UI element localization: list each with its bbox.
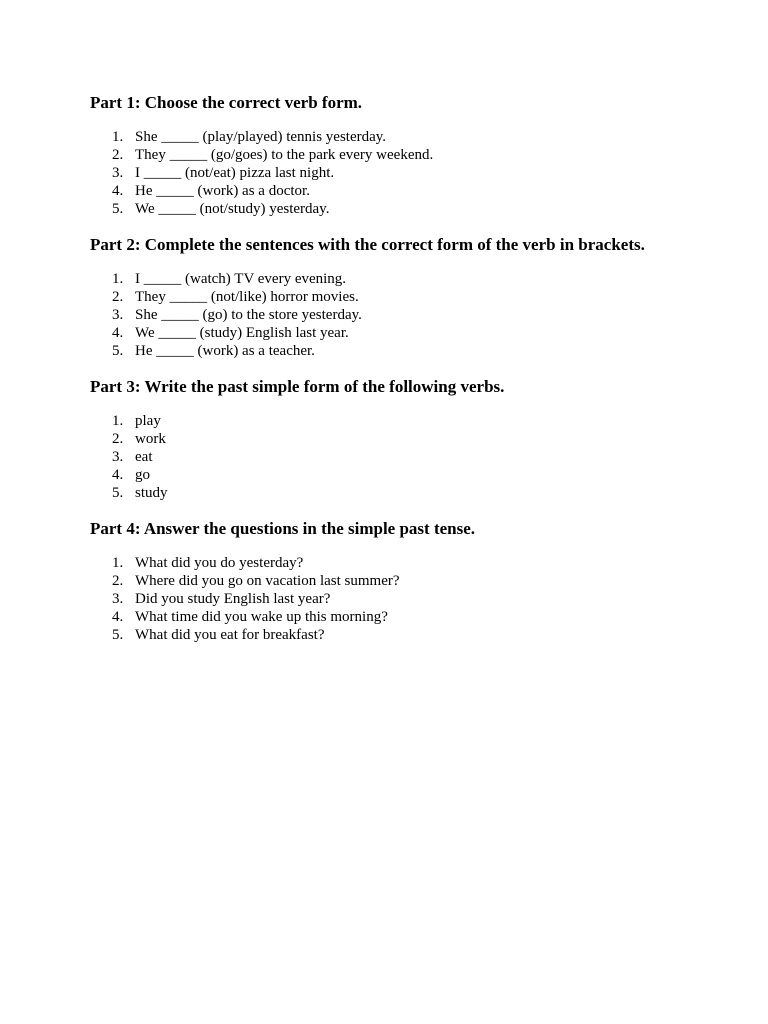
list-item [90,484,730,502]
item-number: 5. [112,485,124,501]
item-text: We _____ (not/study) yesterday. [135,201,330,217]
item-text: They _____ (not/like) horror movies. [135,289,359,305]
item-text: They _____ (go/goes) to the park every weekend. [135,147,434,163]
item-text: What did you do yesterday? [135,555,304,571]
list-item [90,164,730,182]
item-number: 3. [112,591,124,607]
part-1-list [90,128,730,218]
item-text: She _____ (play/played) tennis yesterday. [135,129,387,145]
item-text: She _____ (go) to the store yesterday. [135,307,362,323]
list-item [90,342,730,360]
part-3-section [90,376,730,502]
worksheet-page [90,92,730,660]
list-item [90,466,730,484]
item-number: 2. [112,289,124,305]
list-item [90,306,730,324]
item-text: What did you eat for breakfast? [135,627,325,643]
part-4-list [90,554,730,644]
item-number: 2. [112,431,124,447]
part-2-list [90,270,730,360]
item-text: Where did you go on vacation last summer? [135,573,400,589]
list-item [90,128,730,146]
item-number: 1. [112,413,124,429]
item-text: I _____ (not/eat) pizza last night. [135,165,335,181]
list-item [90,590,730,608]
item-number: 5. [112,343,124,359]
item-number: 4. [112,609,124,625]
item-number: 3. [112,449,124,465]
list-item [90,572,730,590]
item-text: We _____ (study) English last year. [135,325,349,341]
item-text: Did you study English last year? [135,591,331,607]
item-text: I _____ (watch) TV every evening. [135,271,347,287]
item-number: 2. [112,573,124,589]
item-text: eat [135,449,153,465]
part-2-heading: Part 2: Complete the sentences with the correct form of the verb in brackets. [90,235,645,254]
item-number: 4. [112,183,124,199]
part-1-heading: Part 1: Choose the correct verb form. [90,93,363,112]
item-text: work [135,431,166,447]
item-number: 2. [112,147,124,163]
list-item [90,182,730,200]
item-number: 4. [112,325,124,341]
list-item [90,430,730,448]
list-item [90,200,730,218]
list-item [90,608,730,626]
part-4-heading: Part 4: Answer the questions in the simple past tense. [90,519,476,538]
part-1-section [90,92,730,218]
list-item [90,270,730,288]
item-text: play [135,413,161,429]
item-text: study [135,485,168,501]
list-item [90,412,730,430]
list-item [90,146,730,164]
part-3-list [90,412,730,502]
list-item [90,448,730,466]
item-number: 3. [112,165,124,181]
part-3-heading: Part 3: Write the past simple form of the following verbs. [90,377,505,396]
item-text: go [135,467,150,483]
item-number: 4. [112,467,124,483]
list-item [90,626,730,644]
item-number: 5. [112,201,124,217]
item-number: 3. [112,307,124,323]
item-text: What time did you wake up this morning? [135,609,388,625]
item-number: 5. [112,627,124,643]
part-2-section [90,234,730,360]
list-item [90,288,730,306]
list-item [90,324,730,342]
item-number: 1. [112,555,124,571]
item-number: 1. [112,271,124,287]
item-number: 1. [112,129,124,145]
list-item [90,554,730,572]
part-4-section [90,518,730,644]
item-text: He _____ (work) as a doctor. [135,183,310,199]
item-text: He _____ (work) as a teacher. [135,343,315,359]
